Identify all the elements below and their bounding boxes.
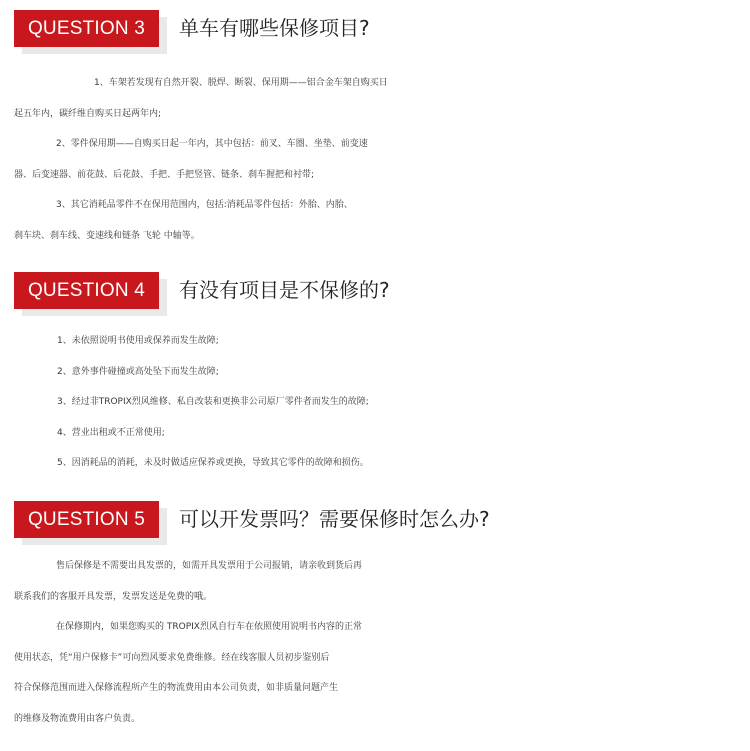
question-5-body <box>0 551 750 734</box>
q5-line-4: 使用状态，凭“用户保修卡”可向烈风要求免费维修。经在线客服人员初步鉴别后 <box>14 652 330 663</box>
question-5-title: 可以开发票吗？需要保修时怎么办? <box>179 507 490 531</box>
question-5-section <box>0 501 750 734</box>
q4-item-3: 3、经过非TROPIX烈风维修、私自改装和更换非公司原厂零件者而发生的故障; <box>57 397 369 407</box>
q3-line-5: 3、其它消耗品零件不在保用范围内，包括:消耗品零件包括：外胎、内胎、 <box>56 200 353 210</box>
question-3-section <box>0 10 750 251</box>
q5-line-5: 符合保修范围而进入保修流程所产生的物流费用由本公司负责，如非质量问题产生 <box>14 683 339 693</box>
q3-line-6: 刹车块、刹车线、变速线和链条 飞轮 中轴等。 <box>14 230 200 241</box>
q3-line-3: 2、零件保用期——自购买日起一年内，其中包括：前叉、车圈、坐垫、前变速 <box>56 139 368 149</box>
q4-item-2: 2、意外事件碰撞或高处坠下而发生故障; <box>57 366 219 377</box>
q3-line-4: 器、后变速器、前花鼓、后花鼓、手把、手把竖管、链条、刹车握把和衬带; <box>14 169 315 180</box>
q4-item-5: 5、因消耗品的消耗，未及时做适应保养或更换，导致其它零件的故障和损伤。 <box>57 458 369 468</box>
q5-line-1: 售后保修是不需要出具发票的，如需开具发票用于公司报销，请亲收到货后再 <box>56 561 363 571</box>
question-4-title: 有没有项目是不保修的? <box>179 278 390 302</box>
question-3-header <box>0 10 750 56</box>
q4-item-4: 4、营业出租或不正常使用; <box>57 427 165 438</box>
question-5-tag: QUESTION 5 <box>14 501 159 538</box>
question-4-section <box>0 272 750 479</box>
question-3-body <box>0 68 750 251</box>
q4-item-1: 1、未依照说明书使用或保养而发生故障; <box>57 336 219 346</box>
q3-line-1: 1、车架若发现有自然开裂、脱焊、断裂、保用期——铝合金车架自购买日 <box>94 78 388 88</box>
q3-line-2: 起五年内，碳纤维自购买日起两年内; <box>14 108 162 119</box>
question-5-header <box>0 501 750 547</box>
q5-line-3: 在保修期内，如果您购买的 TROPIX烈风自行车在依照使用说明书内容的正常 <box>56 622 362 632</box>
question-3-title: 单车有哪些保修项目? <box>179 16 370 40</box>
question-4-list <box>0 326 750 479</box>
question-4-header <box>0 272 750 318</box>
question-4-tag: QUESTION 4 <box>14 272 159 309</box>
q5-line-2: 联系我们的客服开具发票，发票发送是免费的哦。 <box>14 591 213 602</box>
question-3-tag: QUESTION 3 <box>14 10 159 47</box>
q5-line-6: 的维修及物流费用由客户负责。 <box>14 713 141 724</box>
